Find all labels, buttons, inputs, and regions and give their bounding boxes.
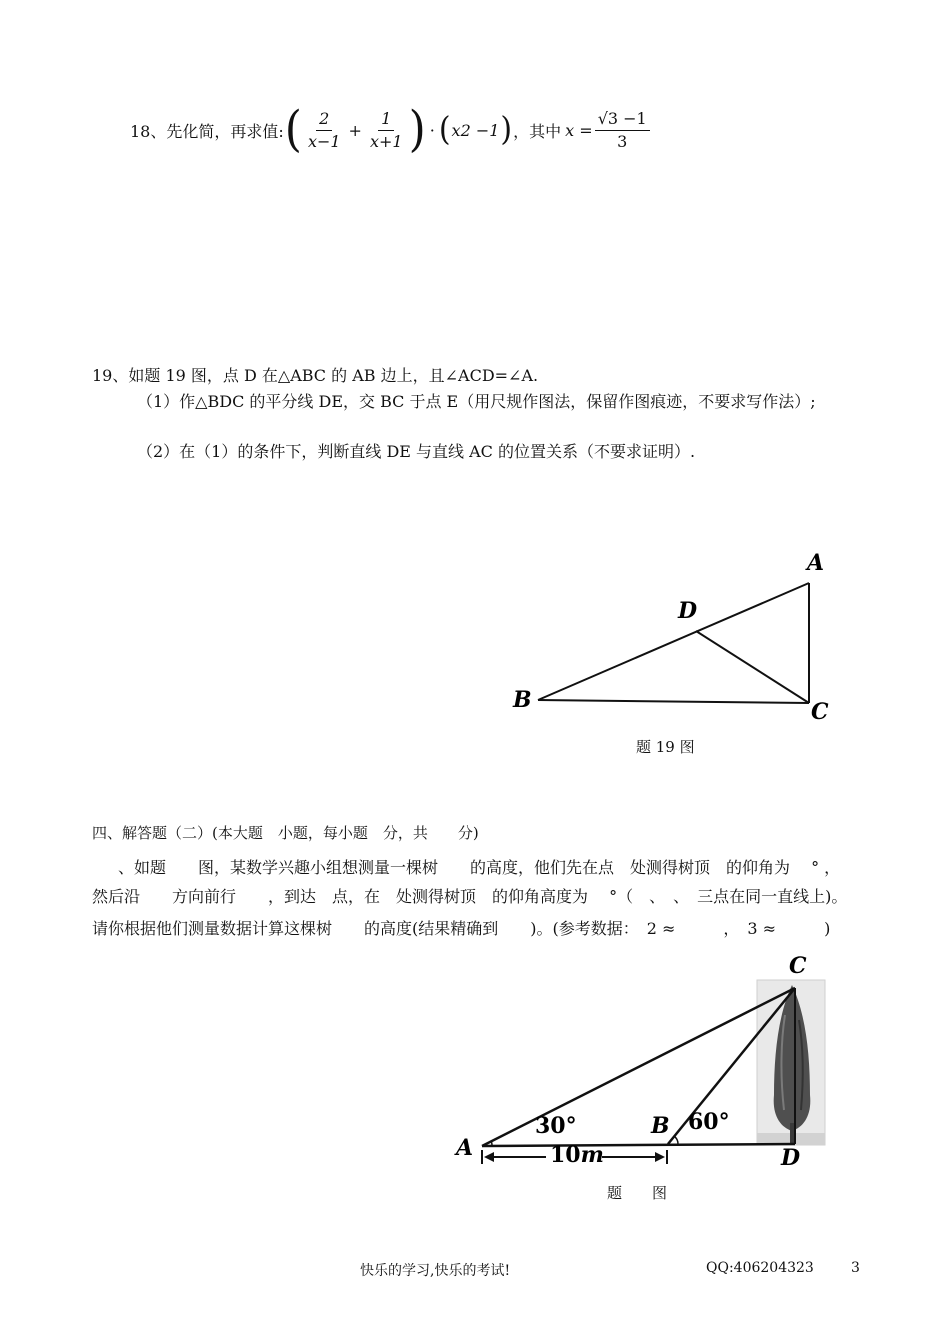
tree-image — [757, 980, 825, 1145]
q20-figure — [440, 945, 860, 1175]
dimension-arrow-right-icon — [655, 1152, 665, 1162]
q20-figure-caption: 题 图 — [607, 1184, 668, 1202]
factor-left-paren: ( — [438, 110, 451, 149]
distance-value: 10 — [550, 1142, 581, 1168]
section-4-heading: 四、解答题（二）(本大题 小题，每小题 分，共 分) — [92, 824, 479, 842]
left-paren: ( — [284, 101, 302, 158]
right-paren: ) — [408, 101, 426, 158]
q19-stem: 19、如题 19 图，点 D 在△ABC 的 AB 边上，且∠ACD=∠A. — [92, 366, 539, 385]
q18-comma: ， — [513, 121, 530, 141]
ground-line-ad — [482, 1144, 795, 1146]
fraction-1 — [305, 109, 344, 152]
fraction-1-numerator: 2 — [316, 109, 332, 131]
label-a: A — [456, 1135, 474, 1161]
factor-expression: x2 −1 — [451, 120, 500, 140]
page-number: 3 — [851, 1260, 860, 1276]
footer-slogan: 快乐的学习,快乐的考试! — [360, 1263, 511, 1279]
q20-line-3: 请你根据他们测量数据计算这棵树 的高度(结果精确到 )。(参考数据： 2 ≈ ， 3 ≈ ) — [92, 919, 831, 938]
dimension-arrow-left-icon — [484, 1152, 494, 1162]
q19-part-1: （1）作△BDC 的平分线 DE，交 BC 于点 E（用尺规作图法，保留作图痕迹，不要求写作法）; — [137, 392, 816, 411]
q20-line-2: 然后沿 方向前行 ，到达 点，在 处测得树顶 的仰角高度为 °（ 、 、 三点在同一直线上)。 — [92, 887, 848, 906]
side-bc — [538, 700, 809, 703]
angle-mark-b — [674, 1136, 678, 1144]
q20-line-1: 、如题 图，某数学兴趣小组想测量一棵树 的高度，他们先在点 处测得树顶 的仰角为 ° ， — [118, 858, 841, 877]
angle-label-60: 60° — [688, 1109, 730, 1135]
plus-sign: + — [348, 120, 362, 140]
label-c: C — [789, 953, 807, 979]
label-d: D — [781, 1145, 801, 1171]
fraction-2-numerator: 1 — [378, 109, 394, 131]
dot-operator: · — [429, 120, 435, 140]
side-ba — [538, 583, 809, 700]
factor-right-paren: ) — [500, 110, 513, 149]
distance-label — [550, 1142, 604, 1168]
q19-part-2: （2）在（1）的条件下，判断直线 DE 与直线 AC 的位置关系（不要求证明）. — [137, 442, 696, 461]
sight-line-ac — [482, 988, 795, 1146]
footer-qq: QQ:406204323 — [706, 1260, 814, 1276]
q18-x-equals: x = — [565, 120, 593, 140]
question-18 — [130, 100, 652, 160]
label-c: C — [811, 699, 829, 725]
label-b: B — [651, 1113, 670, 1139]
x-value-fraction — [595, 109, 650, 152]
x-value-numerator: √3 −1 — [595, 109, 650, 131]
label-b: B — [513, 687, 532, 713]
x-value-denominator: 3 — [617, 131, 628, 151]
distance-unit: m — [580, 1142, 604, 1168]
segment-dc — [696, 631, 809, 703]
q19-figure — [500, 540, 860, 730]
fraction-1-denominator: x−1 — [307, 131, 341, 151]
label-a: A — [807, 550, 825, 576]
label-d: D — [678, 598, 698, 624]
q18-where: 其中 — [529, 121, 562, 141]
q19-figure-caption: 题 19 图 — [636, 738, 695, 756]
fraction-2-denominator: x+1 — [369, 131, 403, 151]
angle-label-30: 30° — [535, 1113, 577, 1139]
q18-prefix: 18、先化简，再求值: — [130, 121, 284, 141]
fraction-2 — [367, 109, 406, 152]
